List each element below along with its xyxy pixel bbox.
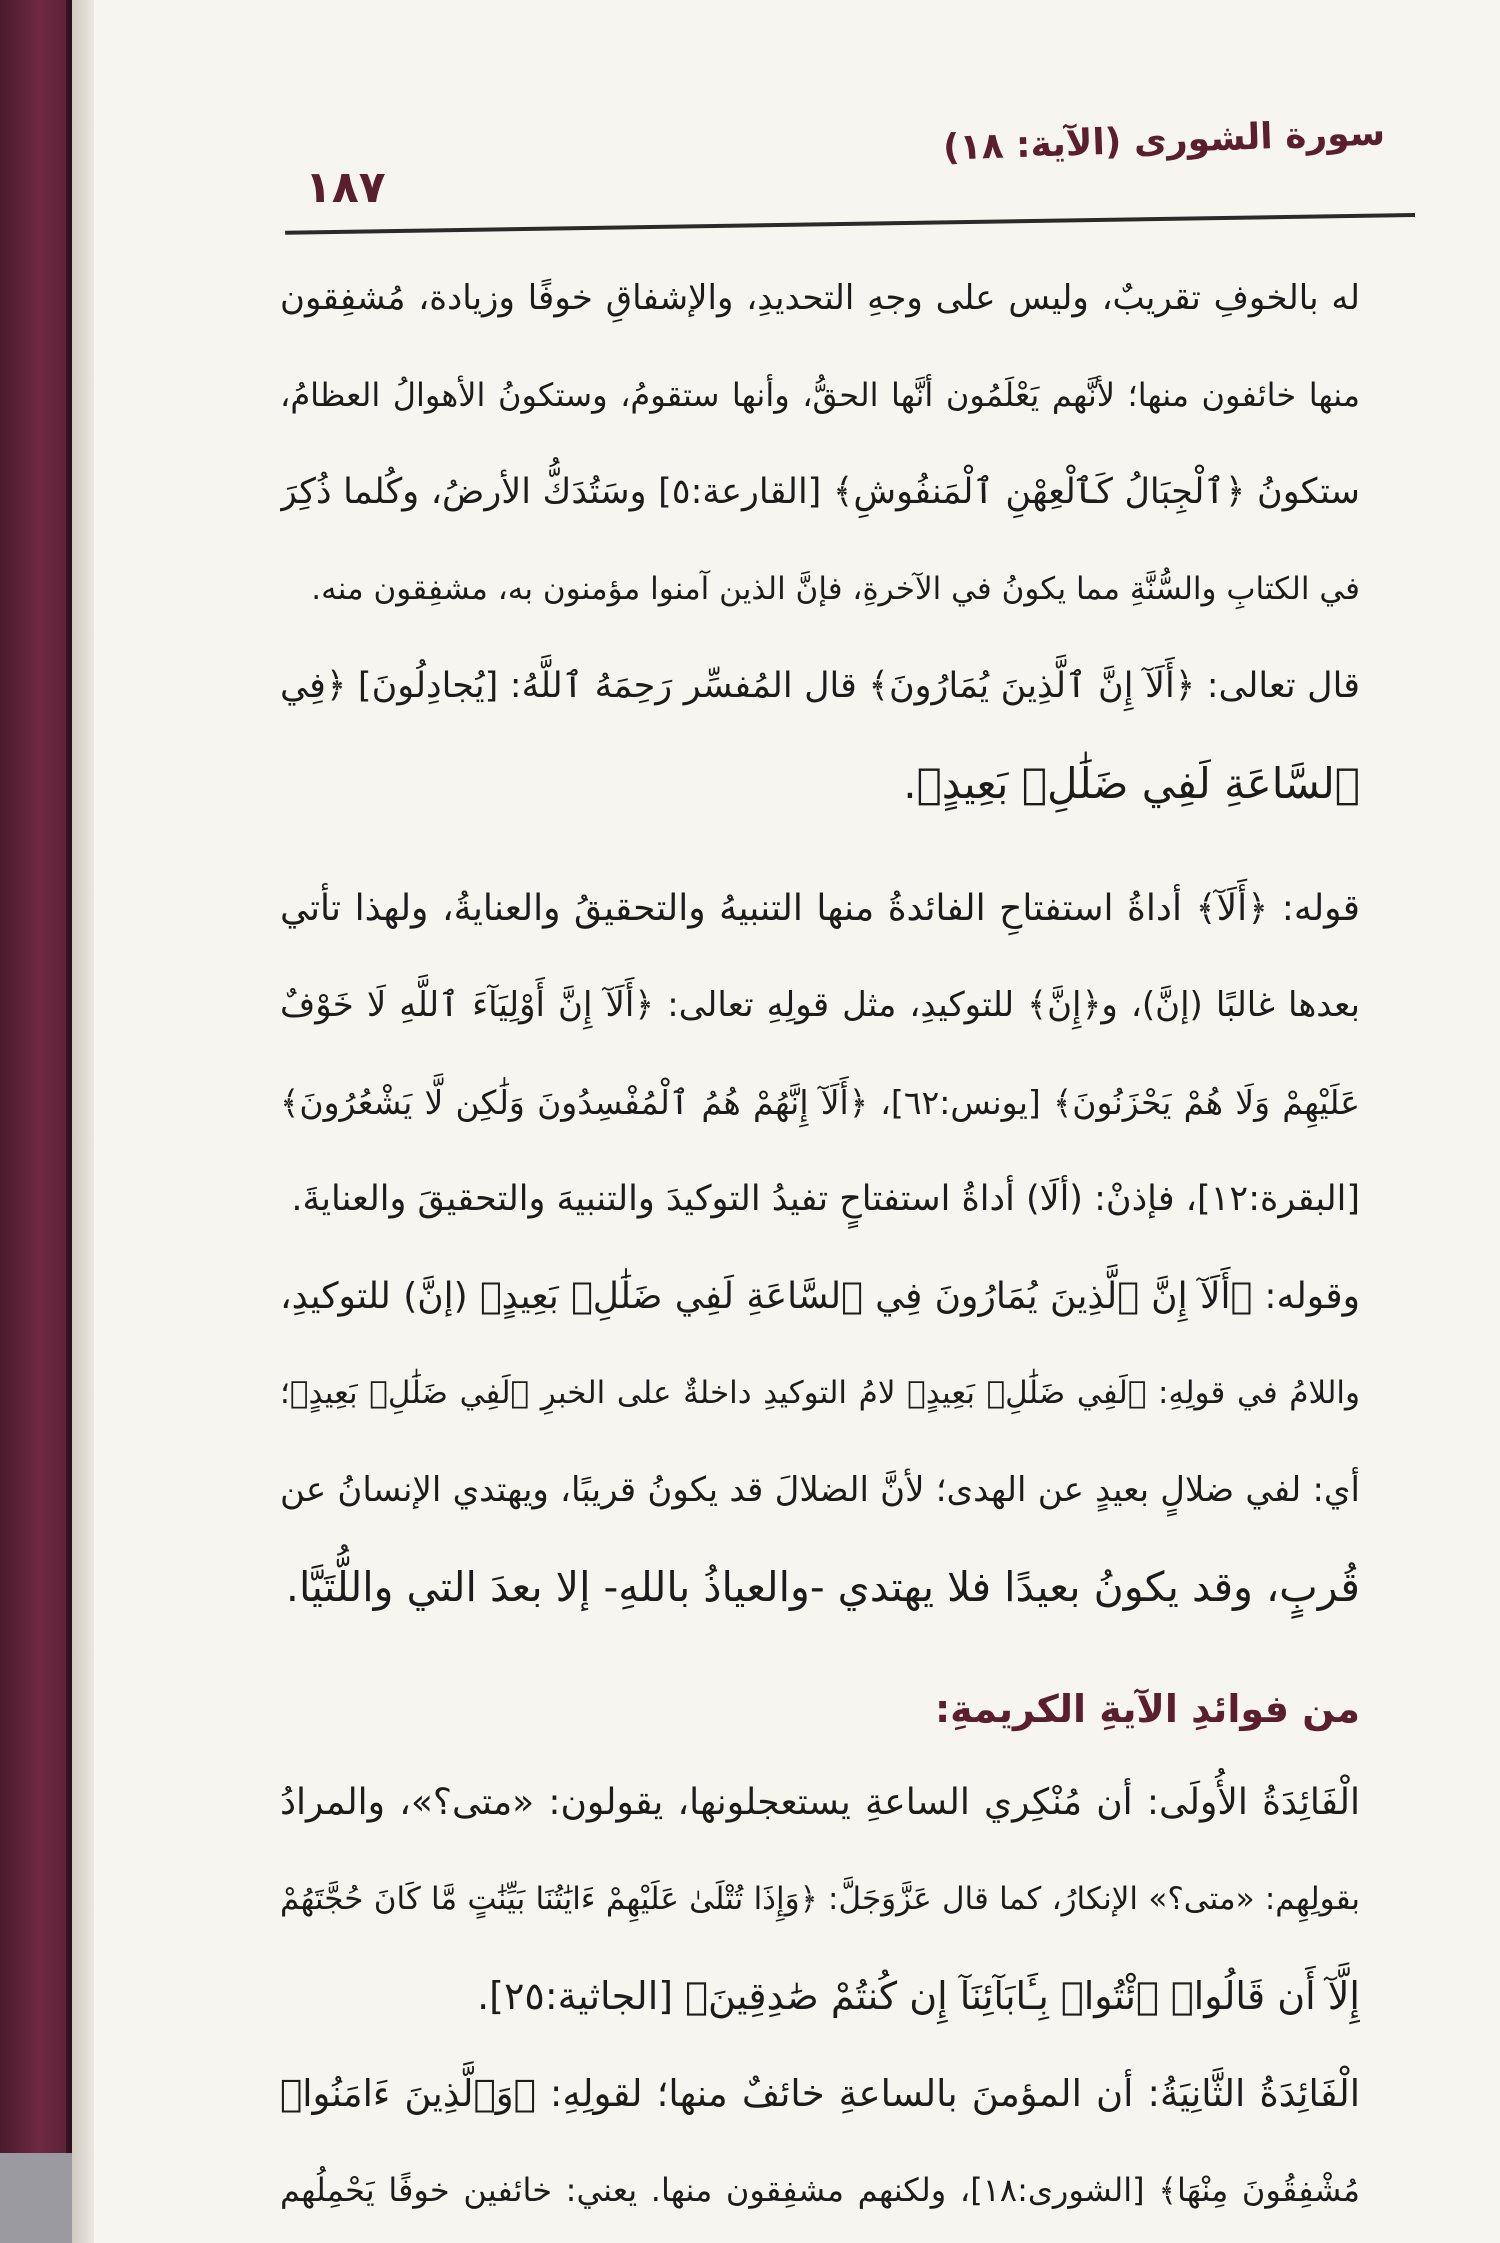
- text-line: له بالخوفِ تقريبٌ، وليس على وجهِ التحديدِ، والإشفاقِ خوفًا وزيادة، مُشفِقون: [280, 278, 1360, 318]
- text-line: إِلَّآ أَن قَالُوا۟ ٱئْتُوا۟ بِـَٔابَآئِنَآ إِن كُنتُمْ صَٰدِقِينَ﴾ [الجاثية:٢٥].: [477, 1974, 1360, 2018]
- text-line: وقوله: ﴿أَلَآ إِنَّ ٱلَّذِينَ يُمَارُونَ فِي ٱلسَّاعَةِ لَفِي ضَلَٰلِۭ بَعِيدٍ﴾ (إنَّ) للتوكيدِ،: [280, 1276, 1360, 1317]
- paragraph: [280, 2045, 1360, 2239]
- paragraph: [280, 250, 1360, 638]
- running-title: سورة الشورى (الآية: ١٨): [942, 112, 1386, 169]
- text-line: بقولِهِم: «متى؟» الإنكارُ، كما قال عَزَّوَجَلَّ: ﴿وَإِذَا تُتْلَىٰ عَلَيْهِمْ ءَايَٰتُنَا بَيِّنَٰتٍ مَّا كَانَ حُجَّتَهُمْ: [280, 1881, 1360, 1917]
- text-line: الْفَائِدَةُ الثَّانِيَةُ: أن المؤمنَ بالساعةِ خائفٌ منها؛ لقولِهِ: ﴿وَٱلَّذِينَ ءَامَنُوا۟: [280, 2072, 1360, 2115]
- text-line: منها خائفون منها؛ لأنَّهم يَعْلَمُون أنَّها الحقُّ، وأنها ستقومُ، وستكونُ الأهوالُ العظامُ،: [280, 376, 1360, 414]
- page-header: [285, 112, 1415, 220]
- text-line: ستكونُ ﴿ٱلْجِبَالُ كَٱلْعِهْنِ ٱلْمَنفُوشِ﴾ [القارعة:٥] وسَتُدَكُّ الأرضُ، وكُلما ذُكِرَ: [280, 472, 1360, 512]
- background-surface: [0, 2153, 72, 2243]
- text-line: قوله: ﴿أَلَآ﴾ أداةُ استفتاحِ الفائدةُ منها التنبيهُ والتحقيقُ والعنايةُ، ولهذا تأتي: [280, 888, 1360, 929]
- text-line: أي: لفي ضلالٍ بعيدٍ عن الهدى؛ لأنَّ الضلالَ قد يكونُ قريبًا، ويهتدي الإنسانُ عن: [280, 1470, 1360, 1510]
- section-heading: من فوائدِ الآيةِ الكريمةِ:: [934, 1687, 1360, 1731]
- page-number: ١٨٧: [305, 162, 386, 213]
- paragraph: [280, 1754, 1360, 2045]
- page-body: [280, 250, 1360, 2239]
- paragraph: [280, 860, 1360, 1248]
- text-line: [البقرة:١٢]، فإذنْ: (ألَا) أداةُ استفتاحٍ تفيدُ التوكيدَ والتنبيهَ والتحقيقَ والعنايةَ.: [291, 1179, 1360, 1219]
- text-line: قال تعالى: ﴿أَلَآ إِنَّ ٱلَّذِينَ يُمَارُونَ﴾ قال المُفسِّر رَحِمَهُ ٱللَّهُ: [يُجادِلُونَ] ﴿فِي: [280, 666, 1360, 706]
- paragraph: [280, 638, 1360, 832]
- text-line: عَلَيْهِمْ وَلَا هُمْ يَحْزَنُونَ﴾ [يونس:٦٢]، ﴿أَلَآ إِنَّهُمْ هُمُ ٱلْمُفْسِدُونَ وَلَٰكِن لَّا يَشْعُرُونَ﴾: [280, 1083, 1360, 1122]
- page-gutter: [72, 0, 94, 2243]
- text-line: مُشْفِقُونَ مِنْهَا﴾ [الشورى:١٨]، ولكنهم مشفِقون منها. يعني: خائفين خوفًا يَحْمِلُهم: [280, 2171, 1360, 2209]
- text-line: ٱلسَّاعَةِ لَفِي ضَلَٰلِۭ بَعِيدٍ﴾.: [903, 759, 1360, 808]
- text-line: بعدها غالبًا (إنَّ)، و﴿إِنَّ﴾ للتوكيدِ، مثل قولِهِ تعالى: ﴿أَلَآ إِنَّ أَوْلِيَآءَ ٱللَّهِ لَا خَوْفٌ: [280, 985, 1360, 1025]
- book-cover-spine: [0, 0, 72, 2243]
- text-line: الْفَائِدَةُ الأُولَى: أن مُنْكِري الساعةِ يستعجلونها، يقولون: «متى؟»، والمرادُ: [280, 1782, 1360, 1823]
- text-line: واللامُ في قولِهِ: ﴿لَفِي ضَلَٰلِۭ بَعِيدٍ﴾ لامُ التوكيدِ داخلةٌ على الخبرِ ﴿لَفِي ضَلَٰلِۭ بَعِيدٍ﴾؛: [280, 1375, 1360, 1411]
- text-line: قُربٍ، وقد يكونُ بعيدًا فلا يهتدي -والعياذُ باللهِ- إلا بعدَ التي واللُّتَيَّا.: [285, 1563, 1360, 1611]
- text-line: في الكتابِ والسُّنَّةِ مما يكونُ في الآخرةِ، فإنَّ الذين آمنوا مؤمنون به، مشفِقون منه.: [311, 571, 1360, 607]
- paragraph: [280, 1248, 1360, 1636]
